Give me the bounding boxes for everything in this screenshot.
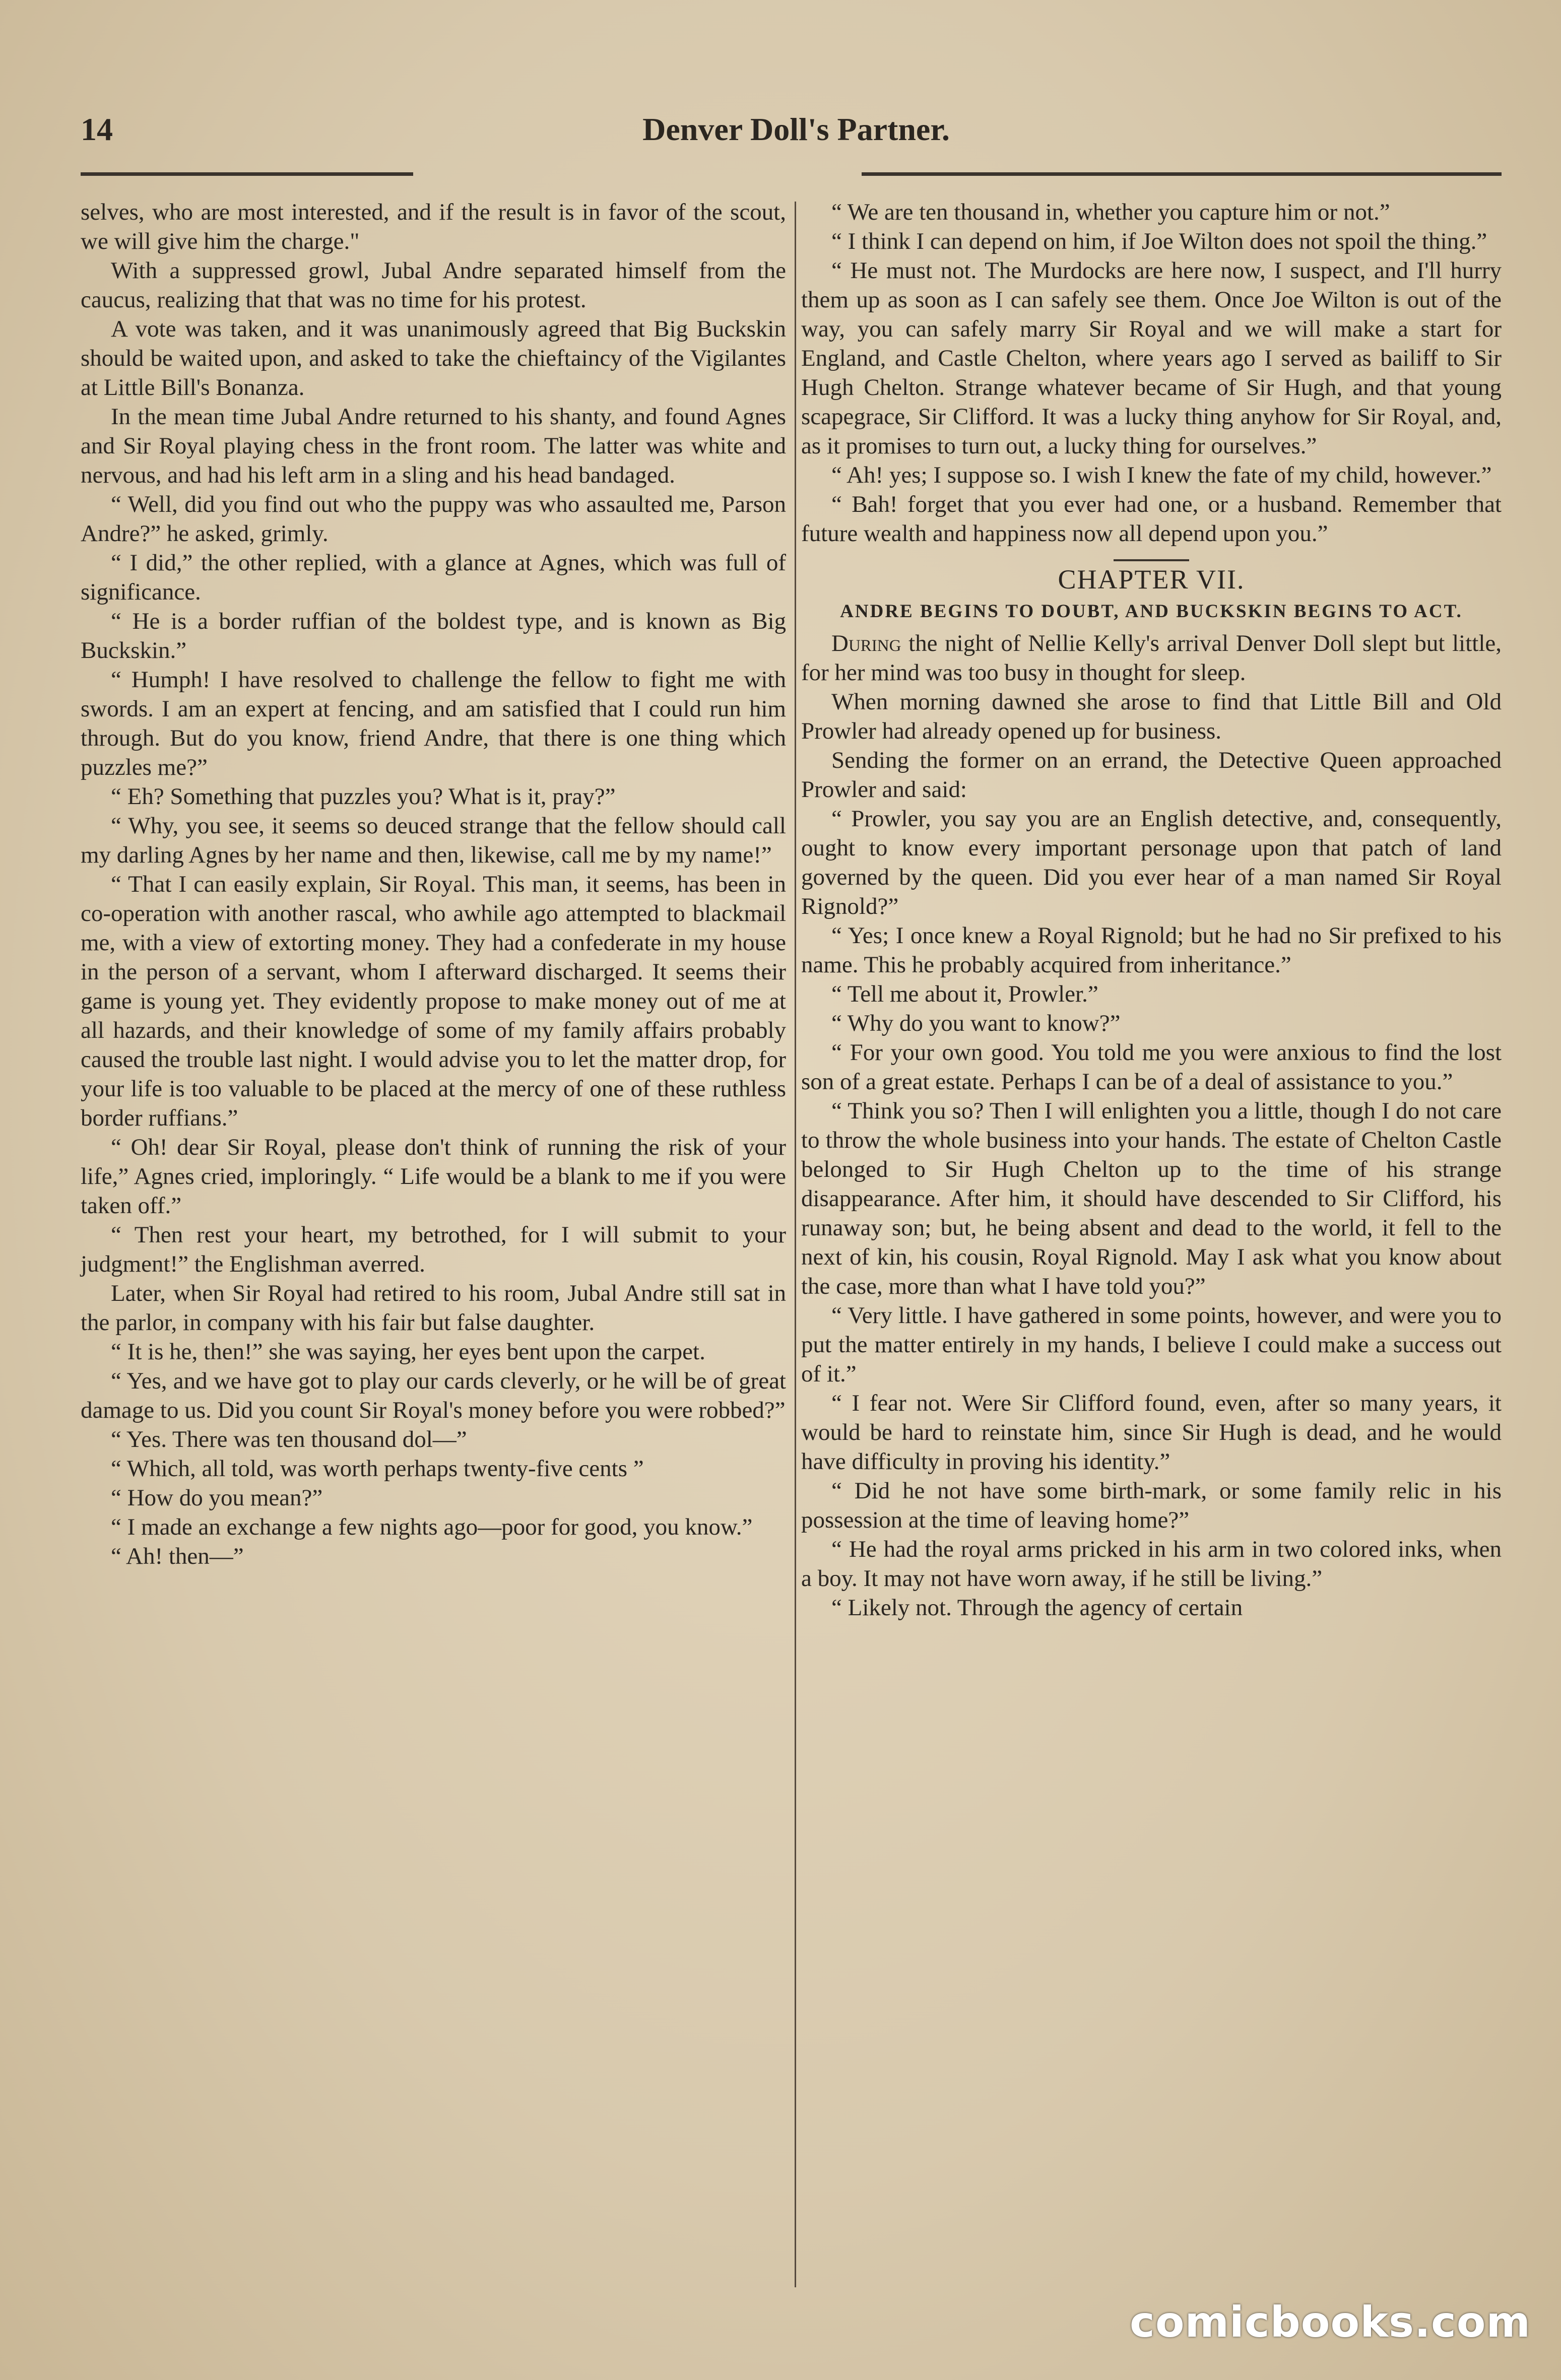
paragraph-text: “ I think I can depend on him, if Joe Wilton does not spoil the thing.” <box>831 228 1487 254</box>
paragraph-text: “ Did he not have some birth-mark, or some family relic in his possession at the time of leaving home?” <box>801 1478 1502 1533</box>
column-divider <box>795 202 796 2287</box>
paragraph-text: In the mean time Jubal Andre returned to his shanty, and found Agnes and Sir Royal playing chess in the front room. The latter was white and nervous, and had his left arm in a sling and his head bandaged. <box>81 404 786 488</box>
paragraph <box>81 1542 786 1571</box>
paragraph-text: “ Well, did you find out who the puppy was who assaulted me, Parson Andre?” he asked, grimly. <box>81 491 786 547</box>
paragraph <box>801 921 1502 979</box>
paragraph <box>801 227 1502 256</box>
paragraph-text: “ Which, all told, was worth perhaps twenty-five cents ” <box>111 1456 644 1482</box>
chapter-title: CHAPTER VII. <box>1058 564 1245 594</box>
paragraph <box>81 870 786 1133</box>
paragraph-text: “ Bah! forget that you ever had one, or a husband. Remember that future wealth and happiness now all depend upon you.” <box>801 491 1502 547</box>
paragraph <box>801 1389 1502 1476</box>
paragraph-text: “ Prowler, you say you are an English detective, and, consequently, ought to know every important personage upon that patch of land governed by the queen. Did you ever hear of a man named Sir Royal Rignold?” <box>801 806 1502 919</box>
paragraph <box>81 1512 786 1542</box>
paragraph <box>81 1454 786 1483</box>
paragraph <box>801 687 1502 746</box>
paragraph <box>801 746 1502 804</box>
chapter-rule <box>1114 559 1189 561</box>
paragraph-text: “ Ah! yes; I suppose so. I wish I knew the fate of my child, however.” <box>831 462 1492 488</box>
paragraph-text: “ Likely not. Through the agency of certain <box>831 1595 1243 1621</box>
paragraph <box>81 811 786 870</box>
drop-lead-word: During <box>831 630 901 656</box>
paragraph <box>801 490 1502 548</box>
paragraph <box>81 1483 786 1512</box>
page-number: 14 <box>81 111 113 147</box>
paragraph-text: A vote was taken, and it was unanimously agreed that Big Buckskin should be waited upon, and asked to take the chieftaincy of the Vigilantes at Little Bill's Bonanza. <box>81 316 786 401</box>
paragraph-text: “ It is he, then!” she was saying, her eyes bent upon the carpet. <box>111 1339 705 1365</box>
paragraph-text: “ Yes. There was ten thousand dol—” <box>111 1426 467 1452</box>
paragraph-text: “ Yes; I once knew a Royal Rignold; but he had no Sir prefixed to his name. This he probably acquired from inheritance.” <box>801 922 1502 978</box>
paragraph-text: “ He must not. The Murdocks are here now, I suspect, and I'll hurry them up as soon as I can safely see them. Once Joe Wilton is out of the way, you can safely marry Sir Royal and we will make a start for England, and Castle Chelton, where years ago I served as bailiff to Sir Hugh Chelton. Strange whatever became of Sir Hugh, and that young scapegrace, Sir Clifford. It was a lucky thing anyhow for Sir Royal, and, as it promises to turn out, a lucky thing for ourselves.” <box>801 257 1502 459</box>
paragraph-text: “ We are ten thousand in, whether you capture him or not.” <box>831 199 1390 225</box>
paragraph <box>81 665 786 782</box>
paragraph <box>81 1366 786 1425</box>
running-title: Denver Doll's Partner. <box>642 111 950 147</box>
paragraph <box>801 1096 1502 1301</box>
right-column-top <box>801 197 1502 548</box>
paragraph-text: “ I fear not. Were Sir Clifford found, even, after so many years, it would be hard to reinstate him, since Sir Hugh is dead, and he would have difficulty in proving his identity.” <box>801 1390 1502 1475</box>
paragraph <box>81 1279 786 1337</box>
paragraph-text: “ Then rest your heart, my betrothed, for I will submit to your judgment!” the Englishman averred. <box>81 1222 786 1277</box>
paragraph <box>801 629 1502 687</box>
paragraph-text: “ Tell me about it, Prowler.” <box>831 981 1098 1007</box>
paragraph-text: “ Eh? Something that puzzles you? What is it, pray?” <box>111 783 616 810</box>
paragraph <box>81 782 786 811</box>
paragraph-text: Sending the former on an errand, the Detective Queen approached Prowler and said: <box>801 747 1502 803</box>
paragraph <box>801 1301 1502 1389</box>
paragraph <box>81 1220 786 1279</box>
paragraph-text: “ Humph! I have resolved to challenge the fellow to fight me with swords. I am an expert at fencing, and am satisfied that I could run him through. But do you know, friend Andre, that there is one thing which puzzles me?” <box>81 667 786 780</box>
paragraph-text: “ Think you so? Then I will enlighten you a little, though I do not care to throw the whole business into your hands. The estate of Chelton Castle belonged to Sir Hugh Chelton up to the time of his strange disappearance. After him, it should have descended to Sir Clifford, his runaway son; but, he being absent and dead to the world, it fell to the next of kin, his cousin, Royal Rignold. May I ask what you know about the case, more than what I have told you?” <box>801 1098 1502 1299</box>
right-column <box>801 197 1502 1622</box>
paragraph-text: With a suppressed growl, Jubal Andre separated himself from the caucus, realizing that that was no time for his protest. <box>81 257 786 313</box>
paragraph-text: “ Why do you want to know?” <box>831 1010 1121 1036</box>
paragraph <box>801 1593 1502 1622</box>
paragraph-text: “ I did,” the other replied, with a glance at Agnes, which was full of significance. <box>81 550 786 605</box>
header-rule-right <box>862 172 1502 176</box>
paragraph-text: “ He is a border ruffian of the boldest type, and is known as Big Buckskin.” <box>81 608 786 664</box>
right-column-bottom <box>801 629 1502 1622</box>
paragraph <box>81 490 786 548</box>
header-rule-left <box>81 172 413 176</box>
paragraph <box>81 314 786 402</box>
paragraph-text: “ That I can easily explain, Sir Royal. This man, it seems, has been in co-operation with another rascal, who awhile ago attempted to blackmail me, with a view of extorting money. They had a confederate in my house in the person of a servant, whom I afterward discharged. It seems their game is young yet. They evidently propose to make money out of me at all hazards, and their knowledge of some of my family affairs probably caused the trouble last night. I would advise you to let the matter drop, for your life is too valuable to be placed at the mercy of one of these ruthless border ruffians.” <box>81 871 786 1131</box>
paragraph <box>801 256 1502 460</box>
paragraph-text: “ Very little. I have gathered in some points, however, and were you to put the matter entirely in my hands, I believe I could make a success out of it.” <box>801 1302 1502 1387</box>
paragraph-text: “ For your own good. You told me you were anxious to find the lost son of a great estate. Perhaps I can be of a deal of assistance to you.” <box>801 1039 1502 1095</box>
paragraph <box>81 548 786 607</box>
paragraph <box>801 1535 1502 1593</box>
page-header <box>81 111 1512 166</box>
paragraph <box>801 804 1502 921</box>
paragraph-text: selves, who are most interested, and if the result is in favor of the scout, we will give him the charge." <box>81 199 786 254</box>
paragraph-text: When morning dawned she arose to find that Little Bill and Old Prowler had already opened up for business. <box>801 689 1502 744</box>
paragraph-text: “ He had the royal arms pricked in his arm in two colored inks, when a boy. It may not have worn away, if he still be living.” <box>801 1536 1502 1592</box>
paragraph-text: “ Ah! then—” <box>111 1543 244 1569</box>
paragraph <box>801 460 1502 490</box>
paragraph <box>81 256 786 314</box>
paragraph-text: Later, when Sir Royal had retired to his room, Jubal Andre still sat in the parlor, in company with his fair but false daughter. <box>81 1280 786 1336</box>
paragraph-text: “ Why, you see, it seems so deuced strange that the fellow should call my darling Agnes by her name and then, likewise, call me by my name!” <box>81 813 786 868</box>
watermark: comicbooks.com <box>1130 2297 1531 2347</box>
paragraph <box>801 1476 1502 1535</box>
paragraph <box>81 1425 786 1454</box>
chapter-subtitle: ANDRE BEGINS TO DOUBT, AND BUCKSKIN BEGINS TO ACT. <box>840 601 1463 622</box>
paragraph-text: “ How do you mean?” <box>111 1485 323 1511</box>
paragraph-text: “ I made an exchange a few nights ago—poor for good, you know.” <box>111 1514 753 1540</box>
paragraph <box>801 979 1502 1009</box>
paragraph <box>81 197 786 256</box>
paragraph <box>81 1133 786 1220</box>
paragraph <box>801 197 1502 227</box>
paragraph <box>801 1038 1502 1096</box>
paragraph-text: “ Oh! dear Sir Royal, please don't think of running the risk of your life,” Agnes cried, imploringly. “ Life would be a blank to me if you were taken off.” <box>81 1134 786 1219</box>
paragraph <box>81 607 786 665</box>
paragraph <box>81 402 786 490</box>
paragraph <box>81 1337 786 1366</box>
paragraph-text: the night of Nellie Kelly's arrival Denver Doll slept but little, for her mind was too busy in thought for sleep. <box>801 630 1502 686</box>
paragraph-text: “ Yes, and we have got to play our cards cleverly, or he will be of great damage to us. Did you count Sir Royal's money before you were robbed?” <box>81 1368 786 1423</box>
paragraph <box>801 1009 1502 1038</box>
left-column <box>81 197 786 1571</box>
